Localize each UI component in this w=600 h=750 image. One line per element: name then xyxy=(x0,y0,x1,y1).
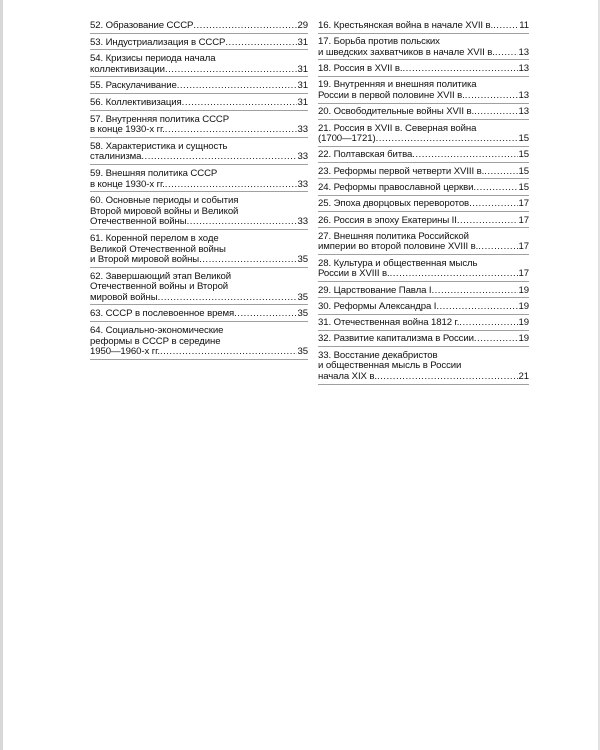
toc-entry-last-line xyxy=(318,216,529,227)
toc-page-number: 17 xyxy=(518,241,529,253)
toc-entry-last-line xyxy=(318,334,529,345)
toc-leader-dots xyxy=(193,21,296,32)
toc-entry-title-line: реформы в СССР в середине xyxy=(90,336,221,347)
toc-entry xyxy=(318,318,529,331)
toc-page-number: 15 xyxy=(518,182,529,194)
toc-page-number: 31 xyxy=(297,63,308,75)
toc-entry-title-line: 58. Характеристика и сущность xyxy=(90,141,228,152)
toc-entry-last-line xyxy=(90,98,308,109)
toc-entry xyxy=(318,334,529,347)
toc-entry xyxy=(318,232,529,255)
toc-entry-title-line: 52. Образование СССР xyxy=(90,20,194,31)
toc-entry-last-line xyxy=(318,48,529,59)
toc-page-number: 33 xyxy=(297,178,308,190)
toc-entry xyxy=(318,124,529,147)
toc-entry-last-line xyxy=(90,65,308,76)
toc-entry-last-line xyxy=(90,180,308,191)
toc-entry-title-line: в конце 1930-х гг. xyxy=(90,178,165,190)
toc-leader-dots xyxy=(165,125,297,136)
toc-entry xyxy=(318,286,529,299)
toc-entry-title-line: начала XIX в. xyxy=(318,370,377,382)
toc-entry-last-line xyxy=(90,125,308,136)
toc-entry xyxy=(318,21,529,34)
toc-entry xyxy=(318,302,529,315)
toc-entry-title-line: империи во второй половине XVIII в. xyxy=(318,241,479,253)
toc-leader-dots xyxy=(390,269,518,280)
toc-entry-title-line: 62. Завершающий этап Великой xyxy=(90,271,232,282)
toc-leader-dots xyxy=(199,255,296,266)
toc-leader-dots xyxy=(459,318,517,329)
toc-entry xyxy=(90,326,308,360)
toc-entry xyxy=(90,234,308,268)
toc-entry-title-line: 21. Россия в XVII в. Северная война xyxy=(318,123,477,134)
toc-leader-dots xyxy=(478,242,517,253)
toc-entry xyxy=(90,169,308,192)
toc-column-right xyxy=(318,21,529,388)
toc-entry-title-line: 59. Внешняя политика СССР xyxy=(90,168,218,179)
toc-entry-title-line: 56. Коллективизация xyxy=(90,96,182,108)
toc-entry-title-line: 18. Россия в XVII в. xyxy=(318,63,403,75)
toc-entry xyxy=(90,98,308,111)
toc-leader-dots xyxy=(165,180,297,191)
toc-page-number: 19 xyxy=(518,317,529,329)
toc-entry-last-line xyxy=(318,242,529,253)
toc-entry-title-line: 30. Реформы Александра I xyxy=(318,300,437,312)
toc-page-number: 35 xyxy=(297,254,308,266)
toc-leader-dots xyxy=(158,293,297,304)
toc-entry-title-line: Отечественной войны xyxy=(90,216,187,228)
toc-entry-last-line xyxy=(318,318,529,329)
toc-entry-last-line xyxy=(90,81,308,92)
toc-entry-title-line: Великой Отечественной войны xyxy=(90,244,226,255)
toc-entry-title-line: 57. Внутренняя политика СССР xyxy=(90,114,230,125)
toc-entry-title-line: 29. Царствование Павла I xyxy=(318,284,432,296)
toc-entry-title-line: России в XVIII в. xyxy=(318,268,390,280)
toc-entry-title-line: 25. Эпоха дворцовых переворотов xyxy=(318,198,470,210)
toc-leader-dots xyxy=(436,302,517,313)
toc-entry xyxy=(90,309,308,322)
toc-page-number: 33 xyxy=(297,124,308,136)
toc-entry-last-line xyxy=(90,309,308,320)
toc-entry xyxy=(90,196,308,230)
toc-entry-title-line: 32. Развитие капитализма в России xyxy=(318,333,474,345)
toc-entry-title-line: 63. СССР в послевоенное время xyxy=(90,308,235,320)
toc-page-number: 17 xyxy=(518,198,529,210)
toc-entry-title-line: сталинизма xyxy=(90,151,142,163)
toc-page-number: 13 xyxy=(518,63,529,75)
toc-page-number: 17 xyxy=(518,214,529,226)
toc-page-number: 33 xyxy=(297,216,308,228)
toc-entry-title-line: мировой войны xyxy=(90,291,158,303)
toc-entry-title-line: 54. Кризисы периода начала xyxy=(90,54,216,65)
toc-leader-dots xyxy=(234,309,296,320)
toc-entry-title-line: 22. Полтавская битва xyxy=(318,149,413,161)
toc-leader-dots xyxy=(474,334,518,345)
toc-page-number: 13 xyxy=(518,46,529,58)
toc-leader-dots xyxy=(465,91,518,102)
toc-entry-title-line: и шведских захватчиков в начале XVII в. xyxy=(318,46,495,58)
toc-page-number: 31 xyxy=(297,96,308,108)
toc-entry-last-line xyxy=(318,134,529,145)
toc-entry-last-line xyxy=(318,183,529,194)
toc-entry-title-line: (1700—1721) xyxy=(318,133,376,145)
toc-page-number: 31 xyxy=(297,80,308,92)
toc-entry-last-line xyxy=(90,21,308,32)
toc-page-number: 19 xyxy=(518,284,529,296)
toc-entry-last-line xyxy=(90,293,308,304)
toc-entry xyxy=(318,216,529,229)
toc-entry xyxy=(318,64,529,77)
toc-entry-title-line: 60. Основные периоды и события xyxy=(90,196,239,207)
toc-entry-title-line: Отечественной войны и Второй xyxy=(90,282,229,293)
toc-entry xyxy=(318,150,529,163)
toc-column-left xyxy=(90,21,308,364)
toc-entry-title-line: России в первой половине XVII в. xyxy=(318,90,465,102)
toc-page-number: 11 xyxy=(519,20,529,31)
toc-entry-last-line xyxy=(318,167,529,178)
toc-entry xyxy=(318,107,529,120)
toc-leader-dots xyxy=(473,183,517,194)
toc-entry xyxy=(318,199,529,212)
toc-page-number: 13 xyxy=(518,90,529,102)
toc-leader-dots xyxy=(469,199,517,210)
toc-entry-title-line: 53. Индустриализация в СССР xyxy=(90,36,226,48)
toc-page-number: 19 xyxy=(518,300,529,312)
toc-entry-last-line xyxy=(318,91,529,102)
toc-entry-last-line xyxy=(90,347,308,358)
toc-leader-dots xyxy=(160,347,297,358)
toc-leader-dots xyxy=(457,216,518,227)
toc-entry-title-line: 1950—1960-х гг. xyxy=(90,346,160,358)
toc-entry-title-line: 16. Крестьянская война в начале XVII в. xyxy=(318,20,494,31)
toc-entry xyxy=(90,115,308,138)
toc-page-number: 13 xyxy=(518,106,529,118)
toc-entry-last-line xyxy=(318,199,529,210)
toc-entry xyxy=(90,38,308,51)
toc-leader-dots xyxy=(495,48,518,59)
toc-leader-dots xyxy=(484,167,517,178)
toc-page-number: 19 xyxy=(518,333,529,345)
toc-page-number: 33 xyxy=(297,151,308,163)
toc-entry-title-line: 27. Внешняя политика Российской xyxy=(318,231,469,242)
toc-entry xyxy=(90,142,308,165)
toc-entry-title-line: и Второй мировой войны xyxy=(90,254,200,266)
toc-entry-last-line xyxy=(318,64,529,75)
toc-leader-dots xyxy=(377,372,518,383)
toc-entry xyxy=(90,272,308,306)
toc-page-number: 29 xyxy=(297,20,308,31)
toc-entry-title-line: 31. Отечественная война 1812 г. xyxy=(318,317,460,329)
toc-entry-title-line: 19. Внутренняя и внешняя политика xyxy=(318,80,477,91)
toc-entry xyxy=(90,81,308,94)
toc-entry-title-line: и общественная мысль в России xyxy=(318,361,462,372)
toc-leader-dots xyxy=(376,134,518,145)
toc-leader-dots xyxy=(402,64,517,75)
toc-entry-last-line xyxy=(90,152,308,163)
toc-entry-title-line: 23. Реформы первой четверти XVIII в. xyxy=(318,165,485,177)
toc-leader-dots xyxy=(412,150,517,161)
toc-leader-dots xyxy=(474,107,517,118)
toc-entry xyxy=(90,21,308,34)
toc-entry-title-line: Второй мировой войны и Великой xyxy=(90,206,239,217)
toc-page-number: 15 xyxy=(518,149,529,161)
toc-page-number: 15 xyxy=(518,133,529,145)
toc-entry-last-line xyxy=(318,372,529,383)
toc-entry xyxy=(318,351,529,385)
toc-page-number: 21 xyxy=(518,370,529,382)
toc-leader-dots xyxy=(187,217,297,228)
toc-entry-last-line xyxy=(318,107,529,118)
toc-entry-title-line: 20. Освободительные войны XVII в. xyxy=(318,106,475,118)
toc-page-number: 35 xyxy=(297,346,308,358)
toc-entry xyxy=(318,80,529,103)
toc-page-number: 31 xyxy=(297,36,308,48)
toc-leader-dots xyxy=(165,65,297,76)
toc-entry-last-line xyxy=(318,286,529,297)
toc-leader-dots xyxy=(493,21,518,32)
toc-entry-title-line: 17. Борьба против польских xyxy=(318,37,440,48)
toc-entry-title-line: коллективизации xyxy=(90,63,165,75)
toc-leader-dots xyxy=(225,38,296,49)
toc-entry-title-line: 61. Коренной перелом в ходе xyxy=(90,233,219,244)
toc-leader-dots xyxy=(141,152,296,163)
toc-entry-title-line: 26. Россия в эпоху Екатерины II xyxy=(318,214,457,226)
toc-entry-last-line xyxy=(90,38,308,49)
toc-page-number: 35 xyxy=(297,308,308,320)
toc-entry xyxy=(318,167,529,180)
toc-page-number: 35 xyxy=(297,291,308,303)
toc-entry xyxy=(318,259,529,282)
toc-entry-last-line xyxy=(318,150,529,161)
toc-entry xyxy=(318,183,529,196)
toc-entry-last-line xyxy=(318,21,529,32)
toc-leader-dots xyxy=(182,98,297,109)
toc-entry xyxy=(90,54,308,77)
toc-page-number: 15 xyxy=(518,165,529,177)
toc-leader-dots xyxy=(177,81,297,92)
toc-page-number: 17 xyxy=(518,268,529,280)
toc-entry-last-line xyxy=(90,217,308,228)
toc-entry-last-line xyxy=(318,302,529,313)
toc-entry xyxy=(318,37,529,60)
toc-leader-dots xyxy=(431,286,517,297)
toc-entry-title-line: в конце 1930-х гг. xyxy=(90,124,165,136)
toc-entry-last-line xyxy=(90,255,308,266)
toc-entry-title-line: 28. Культура и общественная мысль xyxy=(318,258,478,269)
toc-entry-last-line xyxy=(318,269,529,280)
toc-entry-title-line: 24. Реформы православной церкви xyxy=(318,182,474,194)
toc-entry-title-line: 55. Раскулачивание xyxy=(90,80,177,92)
toc-entry-title-line: 33. Восстание декабристов xyxy=(318,350,438,361)
toc-entry-title-line: 64. Социально-экономические xyxy=(90,326,224,337)
